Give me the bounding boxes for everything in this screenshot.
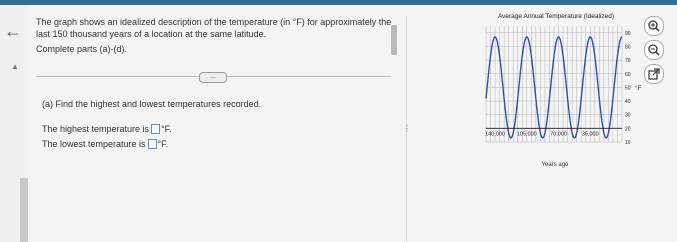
highest-temperature-input[interactable] xyxy=(151,124,160,134)
question-intro: The graph shows an idealized description of the temperature (in °F) for approximately the last 150 thousand years of a location at the same latitude. xyxy=(36,17,392,39)
y-tick-label: 40 xyxy=(625,99,631,106)
unit-label: °F. xyxy=(157,139,169,149)
drag-handle-icon[interactable]: ⋮ xyxy=(403,124,411,133)
y-axis-unit-label: °F xyxy=(635,85,642,92)
zoom-in-icon[interactable] xyxy=(644,16,664,36)
lowest-prefix: The lowest temperature is xyxy=(42,139,146,149)
unit-label: °F. xyxy=(161,124,172,134)
temperature-graph xyxy=(470,10,640,170)
part-a-prompt: (a) Find the highest and lowest temperatures recorded. xyxy=(42,99,262,109)
highest-temperature-row xyxy=(42,124,172,134)
y-tick-label: 30 xyxy=(625,112,631,119)
rail-bullet-icon: ▲ xyxy=(11,62,19,71)
zoom-out-icon[interactable] xyxy=(644,40,664,60)
chart-title: Average Annual Temperature (Idealized) xyxy=(497,13,615,20)
y-tick-label: 10 xyxy=(625,140,631,146)
y-tick-label: 80 xyxy=(625,44,631,51)
x-axis-label: Years ago xyxy=(541,162,569,168)
back-arrow-icon[interactable]: ← xyxy=(4,21,22,41)
lowest-temperature-input[interactable] xyxy=(148,139,157,149)
y-tick-label: 20 xyxy=(625,126,631,133)
lowest-temperature-row xyxy=(42,139,168,149)
x-tick-label: 105,000 xyxy=(516,131,537,138)
x-tick-label: 140,000 xyxy=(485,131,506,138)
question-instructions: Complete parts (a)-(d). xyxy=(36,44,128,54)
y-tick-label: 90 xyxy=(625,30,631,37)
scrollbar-thumb[interactable] xyxy=(391,25,397,55)
x-tick-label: 35,000 xyxy=(581,131,599,138)
more-button[interactable]: ... xyxy=(199,72,227,83)
highest-prefix: The highest temperature is xyxy=(42,124,150,134)
y-tick-label: 60 xyxy=(625,71,631,78)
y-tick-label: 50 xyxy=(625,85,631,92)
top-bar xyxy=(0,0,677,5)
rail-scroll-track xyxy=(20,178,28,242)
y-tick-label: 70 xyxy=(625,58,631,65)
x-tick-label: 70,000 xyxy=(550,131,567,138)
external-link-icon[interactable] xyxy=(644,64,664,84)
